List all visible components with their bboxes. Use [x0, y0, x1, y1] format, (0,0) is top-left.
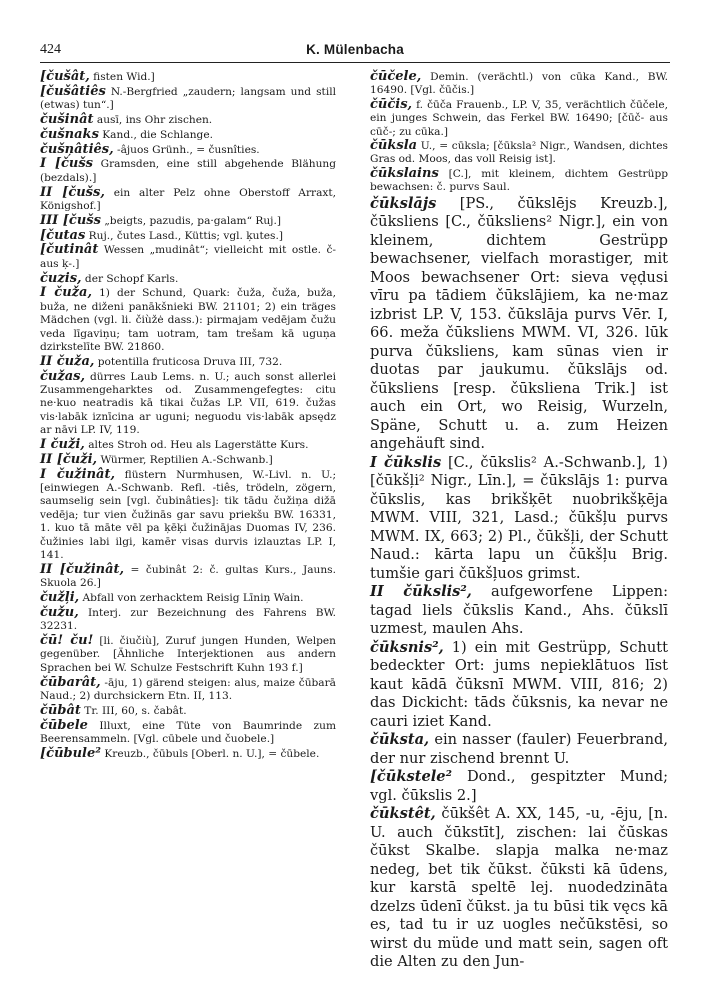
dictionary-entry — [40, 113, 336, 127]
entry-headword: čušnaks — [40, 126, 99, 142]
entry-definition: ein nasser (fauler) Feuerbrand, der nur zischend brennt U. — [370, 731, 669, 767]
entry-headword: I čūkslis — [370, 453, 442, 471]
entry-headword: čūkstêt, — [370, 805, 436, 823]
entry-headword: čuzis, — [40, 270, 82, 286]
dictionary-entry — [40, 634, 336, 675]
entry-headword: II [čuži, — [40, 451, 98, 467]
dictionary-entry — [40, 272, 336, 286]
entry-definition: ausī, ins Ohr zischen. — [96, 114, 213, 126]
dictionary-entry — [40, 370, 336, 438]
dictionary-entry — [40, 186, 336, 214]
entry-headword: čušņâtiês, — [40, 141, 114, 157]
entry-definition: Kreuzb., čūbuls [Oberl. n. U.], = čūbele. — [104, 747, 320, 760]
dictionary-entry — [370, 583, 668, 639]
entry-headword: II [čužinât, — [40, 561, 125, 577]
entry-headword: čūksta, — [370, 731, 430, 749]
entry-definition: Kand., die Schlange. — [102, 128, 213, 141]
dictionary-entry — [40, 438, 336, 452]
entry-headword: II čuža, — [40, 353, 95, 369]
dictionary-entry — [40, 286, 336, 354]
dictionary-entry — [40, 143, 336, 157]
entry-definition: Demin. (verächtl.) von cūka Kand., BW. 16490. [Vgl. čūčis.] — [370, 71, 668, 97]
entry-definition: Abfall von zerhacktem Reisig Līniņ Wain. — [82, 592, 304, 605]
entry-definition: Gramsden, eine still abgehende Blähung (bezdals).] — [40, 158, 337, 184]
dictionary-entry — [40, 355, 336, 369]
dictionary-entry — [370, 731, 668, 768]
entry-headword: [čūkstele² — [370, 768, 452, 786]
entry-definition: dürres Laub Lems. n. U.; auch sonst allerlei Zusammengeharktes od. Zusammengefegtes: citu ne·kuo neatradis kā tikai čužas LP. VII, 619. čužas vis·labāk iznīcina ar uguni; neguodu vis·labāk apsędz ar nāvi LP. IV, 119. — [40, 370, 336, 437]
dictionary-entry — [370, 70, 668, 98]
entry-headword: [čušâtiês — [40, 83, 106, 99]
entry-definition: U., = cūksla; [čūksla² Nigr., Wandsen, dichtes Gras od. Moos, das voll Reisig ist]. — [370, 140, 668, 166]
entry-headword: [čūbule² — [40, 745, 101, 761]
entry-definition: Würmer, Reptilien A.-Schwanb.] — [100, 453, 273, 466]
dictionary-entry — [40, 229, 336, 243]
entry-definition: čūkšêt A. XX, 145, -u, -ēju, [n. U. auch čūkstīt], zischen: lai čūskas čūkst Skalbe. slapja malka ne·maz nedeg, bet tik čūkst. čūksti kā ūdens, kur karstā speltē lej. nuodedzināta dzelzs ūdenī čūkst. ja tu būsi tik vęcs kā es, tad tu ir uz uogles nečūkstēsi, so wirst du müde und matt sein, sagen oft die Alten zu den Jun- — [370, 805, 668, 971]
dictionary-entry — [370, 195, 668, 454]
entry-definition: [PS., čūkslējs Kreuzb.], čūksliens [C., čūksliens² Nigr.], ein von kleinem, dichtem Gestrüpp bewachsener, vielfach morastiger, mit Moos bewachsener Ort: sieva vęḍusi vīru pa tādiem čūkslājiem, ka ne·maz izbrist LP. V, 153. čūkslāja purvs Vēr. I, 66. meža čūksliens MWM. VI, 326. lūk purva čūksliens, kam sūnas vien ir duotas par jaukumu. čūkslājs od. čūksliens [resp. čūksliena Trik.] ist auch ein Ort, wo Reisig, Wurzeln, Späne, Schutt u. a. zum Heizen angehäuft sind. — [370, 194, 668, 453]
entry-definition: potentilla fruticosa Druva III, 732. — [97, 355, 283, 368]
entry-definition: aufgeworfene Lippen: tagad liels čūkslis Kand., Ahs. čūkslī uzmest, maulen Ahs. — [370, 583, 668, 638]
dictionary-entry — [370, 139, 668, 167]
entry-headword: [čutinât — [40, 242, 99, 258]
entry-headword: čūksla — [370, 138, 418, 154]
entry-headword: II čūkslis², — [370, 583, 472, 601]
right-column — [370, 70, 668, 972]
entry-headword: čužu, — [40, 604, 79, 620]
entry-definition: fisten Wid.] — [93, 71, 155, 83]
running-head: K. Mülenbacha — [306, 42, 404, 57]
entry-definition: [li. čiučiù], Zuruf jungen Hunden, Welpen gegenüber. [Ähnliche Interjektionen aus andern Sprachen bei W. Schulze Festschrift Kuhn 193 f.] — [40, 635, 336, 674]
dictionary-entry — [40, 468, 336, 563]
entry-headword: III [čušs — [40, 212, 101, 228]
entry-headword: čūksnis², — [370, 638, 444, 656]
entry-headword: čūbât — [40, 702, 81, 718]
page-number: 424 — [40, 42, 61, 57]
entry-definition: Illuxt, eine Tüte von Baumrinde zum Beerensammeln. [Vgl. cūbele und čuobele.] — [40, 719, 336, 746]
entry-definition: Interj. zur Bezeichnung des Fahrens BW. 32231. — [40, 606, 336, 633]
left-column — [40, 70, 336, 762]
dictionary-entry — [370, 167, 668, 195]
entry-headword: čušinât — [40, 112, 94, 127]
dictionary-entry — [40, 453, 336, 467]
entry-headword: čužļi, — [40, 590, 80, 606]
entry-headword: [čutas — [40, 227, 86, 243]
entry-headword: čūčis, — [370, 96, 413, 112]
dictionary-entry — [40, 85, 336, 113]
entry-definition: = čubinât 2: č. gultas Kurs., Jauns. Skuola 26.] — [40, 563, 336, 590]
entry-headword: I [čušs — [40, 156, 93, 172]
entry-definition: ein alter Pelz ohne Oberstoff Arraxt, Königshof.] — [40, 186, 337, 212]
entry-headword: čūbarât, — [40, 674, 101, 690]
dictionary-entry — [40, 676, 336, 704]
dictionary-entry — [370, 98, 668, 139]
entry-definition: -âjuos Grünh., = čusnîties. — [117, 143, 260, 156]
entry-headword: II [čušs, — [40, 184, 105, 200]
dictionary-entry — [40, 747, 336, 761]
dictionary-entry — [40, 591, 336, 605]
page-header — [40, 40, 670, 63]
entry-headword: I čuži, — [40, 437, 85, 453]
entry-definition: flüstern Nurmhusen, W.-Livl. n. U.; [einwiegen A.-Schwanb. Refl. -tiês, trödeln, zögern, saumselig sein [vgl. čubinâties]: tik tādu čužiņa dižā vedēja; tur vien čužinās gar savu priekšu BW. 16331, 1. kuo tā māte vēl pa ķēķi čužinājas Duomas IV, 236. čužinies labi ilgi, kamēr visas durvis izlauztas LP. I, 141. — [40, 468, 337, 562]
entry-headword: čū! ču! — [40, 633, 94, 649]
entry-headword: čūčele, — [370, 69, 422, 84]
dictionary-entry — [40, 243, 336, 271]
entry-definition: Ruj., čutes Lasd., Küttis; vgl. ķutes.] — [88, 229, 283, 242]
dictionary-entry — [370, 805, 668, 972]
dictionary-entry — [40, 563, 336, 591]
dictionary-entry — [40, 70, 336, 84]
dictionary-entry — [370, 768, 668, 805]
entry-definition: Tr. III, 60, s. čabât. — [84, 704, 187, 717]
entry-definition: 1) der Schund, Quark: čuža, čuža, buža, buža, ne diženi panākšnieki BW. 21101; 2) ein träges Mädchen (vgl. li. čiùžė dass.): pirmajam vedējam čužu veda līgaviņu; tam uotram, tam trešam kā uguņa dzirkstelīte BW. 21860. — [40, 287, 336, 354]
entry-headword: I čuža, — [40, 285, 92, 301]
entry-definition: altes Stroh od. Heu als Lagerstätte Kurs. — [88, 439, 309, 452]
entry-definition: Wessen „mudinât“; vielleicht mit ostle. č- aus ķ-.] — [40, 244, 336, 270]
entry-definition: der Schopf Karls. — [84, 272, 179, 285]
dictionary-entry — [40, 128, 336, 142]
entry-definition: [C., čūkslis² A.-Schwanb.], 1) [čūkšļi² Nigr., Līn.], = čūkslājs 1: purva čūkslis, kas brikšķēt nuobrikšķēja MWM. VIII, 321, Lasd.; čūkšļu purvs MWM. IX, 663; 2) Pl., čūkšļi, der Schutt Naud.: kārta lapu un čūkšļu Brig. tumšie gari čūkšļuos grimst. — [370, 453, 668, 582]
entry-definition: -āju, 1) gärend steigen: alus, maize čūbarā Naud.; 2) durchsickern Etn. II, 113. — [40, 676, 336, 703]
dictionary-entry — [370, 639, 668, 732]
entry-headword: čužas, — [40, 368, 86, 384]
entry-headword: čūkslājs — [370, 194, 437, 212]
entry-definition: „beigts, pazudis, pa·galam“ Ruj.] — [104, 214, 281, 227]
dictionary-entry — [40, 606, 336, 634]
entry-definition: f. čūča Frauenb., LP. V, 35, verächtlich čūčele, ein junges Schwein, das Ferkel BW. 16490; [čūč- aus cūč-; zu cūka.] — [370, 98, 668, 138]
dictionary-entry — [40, 214, 336, 228]
entry-headword: I čužinât, — [40, 466, 115, 482]
dictionary-entry — [370, 454, 668, 584]
dictionary-entry — [40, 704, 336, 718]
entry-headword: čūbele — [40, 717, 88, 733]
entry-definition: 1) ein mit Gestrüpp, Schutt bedeckter Ort: jums nepieklātuos līst kaut kādā čūksnī MWM. VIII, 816; 2) das Dickicht: tāds čūksnis, ka nevar ne cauri iziet Kand. — [370, 638, 668, 730]
entry-definition: [C.], mit kleinem, dichtem Gestrüpp bewachsen: č. purvs Saul. — [370, 167, 669, 194]
dictionary-entry — [40, 157, 336, 185]
entry-definition: Dond., gespitzter Mund; vgl. čūkslis 2.] — [370, 768, 668, 804]
entry-definition: N.-Bergfried „zaudern; langsam und still (etwas) tun“.] — [40, 85, 336, 112]
entry-headword: [čušât, — [40, 69, 90, 84]
dictionary-entry — [40, 719, 336, 747]
entry-headword: čūkslains — [370, 165, 439, 181]
